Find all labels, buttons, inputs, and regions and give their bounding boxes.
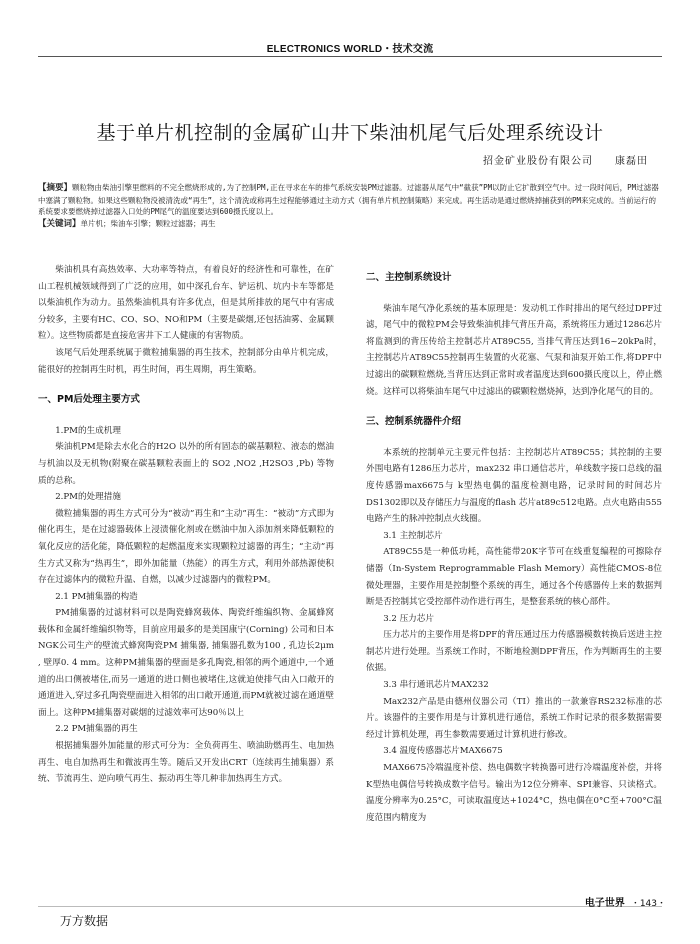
- section-3-heading: 三、控制系统器件介绍: [366, 416, 462, 428]
- section-2-text: 柴油车尾气净化系统的基本原理是：发动机工作时排出的尾气经过DPF过滤，尾气中的微粒PM会导致柴油机排气背压升高，系统将压力通过1286芯片将监测到的背压传给主控制芯片AT89C55, 当排气背压达到16~20kPa时，主控制芯片AT89C55控制再生装置的火花塞、气泵和油泵开始工作,将DPF中过滤出的碳颗粒燃烧,当背压达到正常时或者温度达到600摄氏度以上，停止燃烧。这样可以将柴油车尾气中过滤出的碳颗粒燃烧掉，达到净化尾气的目的。: [366, 303, 662, 397]
- subsection-2-text: 微粒捕集器的再生方式可分为“被动”再生和“主动”再生：“被动”方式即为催化再生，是在过滤器载体上浸渍催化剂或在燃油中加入添加剂来降低颗粒的氧化反应的活化能，降低颗粒的起燃温度来实现颗粒过滤器的再生；“主动”再生方式又称为“热再生”，即外加能量（热能）的再生方式，利用外部热源使积存在过滤体内的微粒升温、自燃，以减少过滤器内的微粒PM。: [38, 508, 334, 586]
- section-3-text: 本系统的控制单元主要元件包括：主控制芯片AT89C55；其控制的主要外围电路有1286压力芯片，max232 串口通信芯片，单线数字接口总线的温度传感器max6675与 k型热电偶的温度检测电路，记录时间的时间芯片DS1302即以及存储压力与温度的flash 芯片at89c512电路。点火电路由555电路产生的脉冲控制点火线圈。: [366, 447, 662, 525]
- magazine-name: 电子世界: [584, 898, 625, 909]
- section-2-heading: 二、主控制系统设计: [366, 272, 452, 283]
- subsection-3-1-title: 3.1 主控制芯片: [383, 530, 443, 541]
- subsection-3-1-text: AT89C55是一种低功耗，高性能带20K字节可在线重复编程的可擦除存储器（In-System Reprogrammable Flash Memory）高性能CMOS-8位微处理器，主要作用是控制整个系统的再生，通过各个传感器传上来的数据判断是否控制其它受控部件动作进行再生，是整套系统的核心部件。: [366, 547, 662, 608]
- subsection-1-title: 1.PM的生成机理: [55, 425, 121, 436]
- author-name: 康磊田: [615, 156, 648, 167]
- footer-magazine: [585, 894, 666, 909]
- left-column: [38, 262, 334, 788]
- author-line: [461, 152, 648, 167]
- right-column: [366, 262, 662, 826]
- abstract-label: 【摘要】: [38, 183, 73, 193]
- subsection-3-3-title: 3.3 串行通讯芯片MAX232: [383, 680, 489, 691]
- subsection-2-1-text: PM捕集器的过滤材料可以是陶瓷蜂窝载体、陶瓷纤维编织物、金属蜂窝载体和金属纤维编织物等，目前应用最多的是美国康宁(Corning) 公司和日本NGK公司生产的壁流式蜂窝陶瓷PM 捕集器, 捕集器孔数为100 , 孔边长2μm , 壁厚0. 4 mm。这种PM捕集器的壁面是多孔陶瓷,相邻的两个通道中,一个通道的出口侧被堵住,而另一通道的进口侧也被堵住,这就迫使排气由入口敞开的通道进入,穿过多孔陶瓷壁面进入相邻的出口敞开通道,而PM就被过滤在通道壁面上。这种PM捕集器对碳烟的过滤效率可达90％以上: [38, 608, 334, 718]
- subsection-3-4-title: 3.4 温度传感器芯片MAX6675: [383, 746, 503, 757]
- journal-header: ELECTRONICS WORLD・技术交流: [266, 44, 434, 55]
- header-rule: [38, 56, 662, 57]
- keywords-label: 【关键词】: [38, 218, 81, 229]
- author-affiliation: 招金矿业股份有限公司: [483, 156, 593, 167]
- subsection-3-2-text: 压力芯片的主要作用是将DPF的背压通过压力传感器模数转换后送进主控制芯片进行处理。当系统工作时，不断地检测DPF背压，作为判断再生的主要依据。: [366, 630, 662, 674]
- intro-paragraph-1: 柴油机具有高热效率、大功率等特点，有着良好的经济性和可靠性，在矿山工程机械领域得到了广泛的应用，如中深孔台车、铲运机、坑内卡车等都是以柴油机作为动力。虽然柴油机具有许多优点，但是其所排放的尾气中有害成分较多，主要有HC、CO、SO、NO和PM（主要是碳烟,还包括油雾、金属颗粒）。这些物质都是直接危害井下工人健康的有害物质。: [38, 265, 334, 342]
- wanfang-watermark: 万方数据: [60, 914, 109, 928]
- subsection-1-text: 柴油机PM是除去水化合的H2O 以外的所有固态的碳基颗粒、液态的燃油与机油以及无机物(附聚在碳基颗粒表面上的 SO2 ,NO2 ,H2SO3 ,Pb) 等物质的总称。: [38, 442, 334, 486]
- footer-rule: [38, 906, 662, 907]
- subsection-2-1-title: 2.1 PM捕集器的构造: [55, 591, 138, 602]
- section-1-heading: 一、PM后处理主要方式: [38, 394, 140, 406]
- subsection-2-2-title: 2.2 PM捕集器的再生: [55, 724, 138, 735]
- subsection-3-4-text: MAX6675冷端温度补偿、热电偶数字转换器可进行冷端温度补偿，并将K型热电偶信号转换成数字信号。输出为12位分辨率、SPI兼容、只读格式。温度分辨率为0.25°C，可读取温度达+1024°C，热电偶在0°C至+700°C温度范围内精度为: [366, 763, 662, 823]
- abstract-block: [38, 182, 662, 230]
- subsection-3-3-text: Max232产品是由德州仪器公司（TI）推出的一款兼容RS232标准的芯片。该器件的主要作用是与计算机进行通信，系统工作时记录的很多数据需要经过计算机处理，再生参数需要通过计算机进行修改。: [366, 696, 662, 740]
- subsection-2-2-text: 根据捕集器外加能量的形式可分为：全负荷再生、喷油助燃再生、电加热再生、电自加热再生和微波再生等。随后又开发出CRT（连续再生捕集器）系统、节流再生、逆向喷气再生、振动再生等几种非加热再生方式。: [38, 741, 334, 785]
- subsection-2-title: 2.PM的处理措施: [55, 492, 121, 503]
- intro-paragraph-2: 该尾气后处理系统属于微粒捕集器的再生技术，控制部分由单片机完成，能很好的控制再生时机，再生时间，再生周期，再生策略。: [38, 347, 334, 375]
- keywords-text: 单片机；柴油车引擎；颗粒过滤器；再生: [80, 218, 216, 228]
- abstract-text: 颗粒物由柴油引擎里燃料的不完全燃烧形成的,为了控制PM,正在寻求在车的排气系统安装PM过滤器。过滤器从尾气中“截获”PM以防止它扩散到空气中。过一段时间后，PM过滤器中塞满了颗粒物。如果这些颗粒物没被清洗或“再生”，这个清洗或称再生过程能够通过主动方式（拥有单片机控制策略）来完成。再生活动是通过燃烧掉捕获到的PM来完成的。当前运行的系统要求要燃烧掉过滤器入口处的PM尾气的温度要达到600摄氏度以上。: [38, 183, 659, 216]
- page-number: ・143・: [630, 899, 666, 909]
- paper-title: 基于单片机控制的金属矿山井下柴油机尾气后处理系统设计: [96, 122, 604, 144]
- subsection-3-2-title: 3.2 压力芯片: [383, 613, 434, 624]
